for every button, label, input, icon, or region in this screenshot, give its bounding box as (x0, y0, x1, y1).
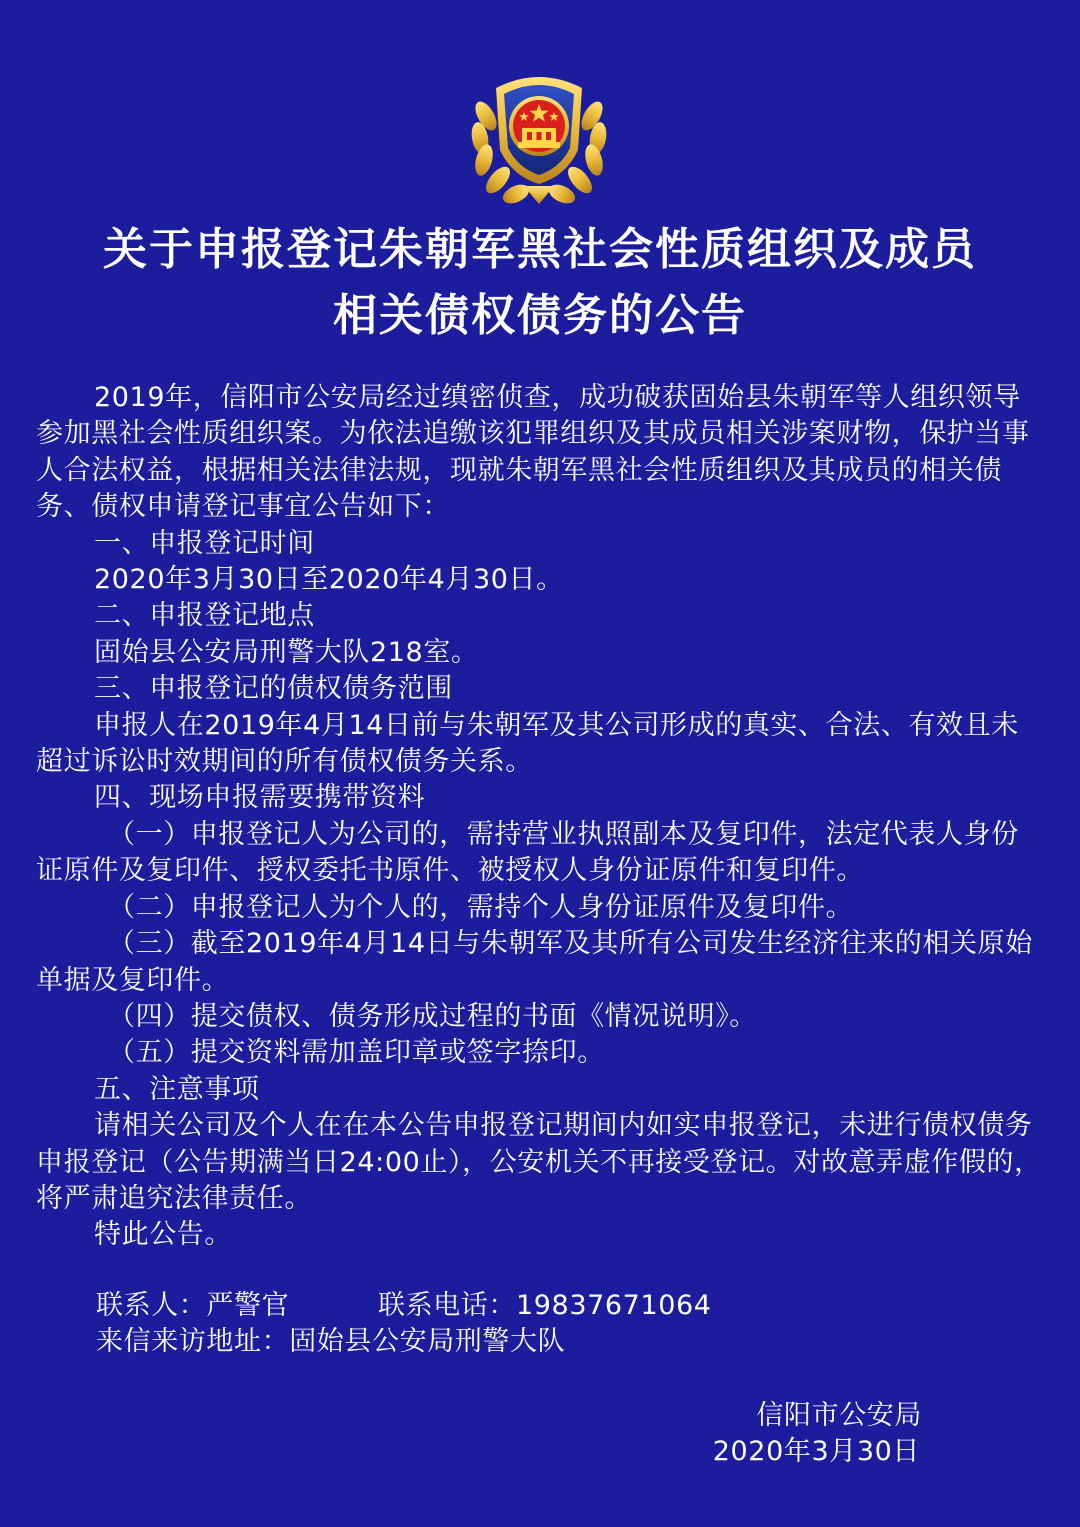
police-emblem-icon (466, 58, 612, 210)
section5-title: 五、注意事项 (94, 1073, 260, 1105)
intro-paragraph: 2019年，信阳市公安局经过缜密侦查，成功破获固始县朱朝军等人组织领导参加黑社会性质组织案。为依法追缴该犯罪组织及其成员相关涉案财物，保护当事人合法权益，根据相关法律法规，现就朱朝军黑社会性质组织及其成员的相关债务、债权申请登记事宜公告如下： (36, 382, 1030, 523)
closing-text: 特此公告。 (94, 1219, 232, 1251)
section5-text: 请相关公司及个人在在本公告申报登记期间内如实申报登记，未进行债权债务申报登记（公告期满当日24:00止），公安机关不再接受登记。对故意弄虚作假的，将严肃追究法律责任。 (36, 1110, 1042, 1214)
contact-phone: 联系电话：19837671064 (378, 1290, 712, 1321)
section4-item: （五）提交资料需加盖印章或签字捺印。 (108, 1037, 605, 1069)
notice-title-line2: 相关债权债务的公告 (333, 290, 747, 341)
section3-text: 申报人在2019年4月14日前与朱朝军及其公司形成的真实、合法、有效且未超过诉讼时效期间的所有债权债务关系。 (36, 709, 1019, 778)
notice-body (36, 380, 1046, 1254)
section1-text: 2020年3月30日至2020年4月30日。 (94, 564, 564, 596)
section3-title: 三、申报登记的债权债务范围 (94, 673, 453, 705)
section2-title: 二、申报登记地点 (94, 600, 315, 632)
section4-title: 四、现场申报需要携带资料 (94, 782, 426, 814)
signature-date: 2020年3月30日 (712, 1436, 920, 1467)
section4-item: （三）截至2019年4月14日与朱朝军及其所有公司发生经济往来的相关原始单据及复印件。 (36, 928, 1033, 996)
section4-item: （四）提交债权、债务形成过程的书面《情况说明》。 (108, 1000, 757, 1032)
contact-person: 联系人：严警官 (96, 1290, 290, 1321)
notice-title-line1: 关于申报登记朱朝军黑社会性质组织及成员 (103, 224, 977, 275)
signature-org: 信阳市公安局 (756, 1400, 922, 1431)
contact-address: 来信来访地址：固始县公安局刑警大队 (96, 1326, 566, 1357)
section4-item: （一）申报登记人为公司的，需持营业执照副本及复印件，法定代表人身份证原件及复印件、授权委托书原件、被授权人身份证原件和复印件。 (36, 818, 1019, 887)
section2-text: 固始县公安局刑警大队218室。 (94, 636, 479, 668)
section1-title: 一、申报登记时间 (94, 527, 315, 559)
section4-item: （二）申报登记人为个人的，需持个人身份证原件及复印件。 (108, 891, 854, 923)
